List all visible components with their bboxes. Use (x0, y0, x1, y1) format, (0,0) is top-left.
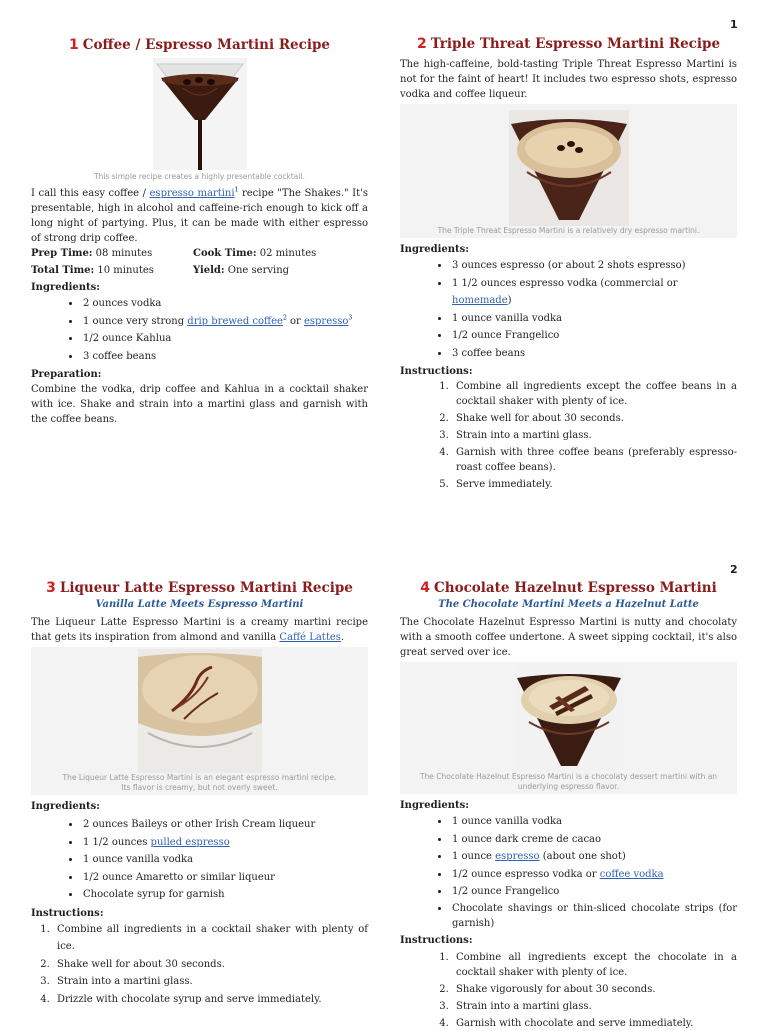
liqueur-latte-martini-photo (138, 649, 262, 773)
recipe-3-intro (31, 615, 368, 645)
item-text: 1/2 ounce espresso vodka or (452, 868, 600, 880)
recipe-4-figure (400, 662, 737, 794)
recipe-3-caption-line-1: The Liqueur Latte Espresso Martini is an elegant espresso martini recipe. (62, 773, 337, 782)
footnote-1: 1 (234, 186, 239, 194)
recipe-2-ingredients (400, 257, 737, 362)
ingredients-heading: Ingredients: (31, 282, 100, 293)
item-text: 1 ounce very strong (83, 315, 188, 327)
homemade-link[interactable]: homemade (452, 295, 508, 306)
recipe-4-title (400, 579, 737, 597)
recipe-number: 3 (46, 580, 56, 596)
yield-value: One serving (224, 265, 290, 276)
list-item: • 1/2 ounce Frangelico (450, 327, 737, 345)
intro-text-continued: recipe "The Shakes." It's presentable, high in alcohol and caffeine-rich enough to kick off a long night of partying. Plus, it can be made with either espresso of strong drip coffee. (31, 188, 368, 244)
list-item (81, 834, 368, 852)
item-text: or (286, 315, 304, 327)
recipe-1 (31, 36, 368, 427)
total-time (31, 263, 193, 278)
list-item (450, 848, 737, 866)
recipe-1-caption: This simple recipe creates a highly presentable cocktail. (94, 172, 305, 181)
list-item: 1. Combine all ingredients in a cocktail shaker with plenty of ice. (53, 921, 368, 956)
page-number-1: 1 (730, 18, 738, 31)
caffe-lattes-link[interactable]: Caffé Lattes (279, 632, 341, 643)
footnote-2: 2 (282, 314, 287, 322)
preparation-heading: Preparation: (31, 369, 102, 380)
list-item: • 3 coffee beans (81, 348, 368, 366)
list-item: 3. Strain into a martini glass. (452, 428, 737, 443)
list-item: 4. Drizzle with chocolate syrup and serve immediately. (53, 991, 368, 1009)
recipe-4 (400, 579, 737, 1031)
list-item: 4. Garnish with three coffee beans (preferably espresso-roast coffee beans). (452, 445, 737, 475)
recipe-3-subtitle: Vanilla Latte Meets Espresso Martini (95, 599, 304, 610)
cook-time (193, 246, 355, 261)
recipe-2-caption: The Triple Threat Espresso Martini is a relatively dry espresso martini. (437, 226, 700, 235)
list-item: • 1 ounce vanilla vodka (450, 310, 737, 328)
recipe-1-times-row-1 (31, 246, 368, 261)
instructions-heading: Instructions: (31, 907, 104, 919)
instructions-heading: Instructions: (400, 366, 473, 377)
title-text: Coffee / Espresso Martini Recipe (82, 37, 331, 53)
cook-time-value: 02 minutes (256, 248, 317, 259)
recipe-2-instructions (400, 379, 737, 492)
triple-threat-martini-photo (509, 110, 629, 226)
yield (193, 263, 355, 278)
recipe-number: 2 (416, 36, 427, 52)
recipe-2-figure (400, 104, 737, 238)
coffee-vodka-link[interactable]: coffee vodka (599, 868, 664, 880)
recipe-1-ingredients (31, 295, 368, 365)
recipe-1-figure (31, 58, 368, 182)
list-item: • 2 ounces vodka (81, 295, 368, 313)
total-time-value: 10 minutes (94, 265, 154, 276)
drip-brewed-coffee-link[interactable]: drip brewed coffee (187, 315, 283, 327)
ingredients-heading: Ingredients: (31, 801, 100, 812)
recipe-4-subtitle: The Chocolate Martini Meets a Hazelnut Latte (438, 599, 699, 610)
footnote-3: 3 (348, 314, 353, 322)
recipe-4-ingredients (400, 813, 737, 931)
list-item: • Chocolate shavings or thin-sliced chocolate strips (for garnish) (450, 901, 737, 931)
recipe-2-intro: The high-caffeine, bold-tasting Triple Threat Espresso Martini is not for the faint of heart! It includes two espresso shots, espresso vodka and coffee liqueur. (400, 59, 737, 100)
instructions-heading: Instructions: (400, 934, 473, 946)
total-time-label: Total Time: (31, 265, 95, 276)
list-item: • 1 ounce vanilla vodka (450, 813, 737, 831)
yield-label: Yield: (193, 265, 225, 276)
recipe-4-intro: The Chocolate Hazelnut Espresso Martini is nutty and chocolaty with a smooth coffee undertone. A sweet sipping cocktail, it's also great served over ice. (400, 617, 737, 658)
recipe-2 (400, 35, 737, 492)
list-item: • 3 ounces espresso (or about 2 shots espresso) (450, 257, 737, 275)
espresso-martini-photo (153, 58, 247, 170)
recipe-3-caption-line-2: Its flavor is creamy, but not overly sweet. (121, 783, 278, 792)
list-item: 2. Shake well for about 30 seconds. (452, 411, 737, 426)
list-item: • 2 ounces Baileys or other Irish Cream liqueur (81, 816, 368, 834)
list-item: 4. Garnish with chocolate and serve immediately. (452, 1016, 737, 1031)
recipe-3-ingredients (31, 816, 368, 904)
recipe-number: 1 (68, 37, 79, 53)
list-item: • 1 ounce vanilla vodka (81, 851, 368, 869)
list-item: • 3 coffee beans (450, 345, 737, 363)
prep-time-label: Prep Time: (31, 248, 93, 259)
recipe-4-caption: The Chocolate Hazelnut Espresso Martini is a chocolaty dessert martini with an underlying espresso flavor. (419, 772, 718, 791)
intro-text: I call this easy coffee / (31, 188, 150, 199)
ingredients-heading: Ingredients: (400, 800, 469, 811)
list-item: 5. Serve immediately. (452, 477, 737, 492)
list-item: • Chocolate syrup for garnish (81, 886, 368, 904)
item-text: ) (507, 295, 512, 306)
list-item: • 1/2 ounce Frangelico (450, 883, 737, 901)
prep-time (31, 246, 193, 261)
recipe-1-times-row-2 (31, 263, 368, 278)
list-item: 2. Shake vigorously for about 30 seconds. (452, 982, 737, 997)
pulled-espresso-link[interactable]: pulled espresso (150, 836, 230, 848)
prep-time-value: 08 minutes (92, 248, 153, 259)
espresso-martini-link[interactable]: espresso martini (149, 188, 235, 199)
recipe-number: 4 (420, 580, 431, 596)
list-item: 1. Combine all ingredients except the coffee beans in a cocktail shaker with plenty of ice. (452, 379, 737, 409)
recipe-3-title (31, 579, 368, 597)
recipe-3 (31, 579, 368, 1008)
list-item: 3. Strain into a martini glass. (452, 999, 737, 1014)
list-item (450, 866, 737, 884)
chocolate-hazelnut-martini-photo (515, 666, 623, 772)
list-item: • 1/2 ounce Kahlua (81, 330, 368, 348)
recipe-3-instructions (31, 921, 368, 1009)
list-item: 2. Shake well for about 30 seconds. (53, 956, 368, 974)
title-text: Liqueur Latte Espresso Martini Recipe (59, 580, 353, 596)
intro-text-continued: . (340, 632, 345, 643)
item-text: (about one shot) (539, 851, 626, 862)
page-number-2: 2 (730, 563, 738, 576)
recipe-1-title (31, 36, 368, 54)
list-item (81, 313, 368, 331)
item-text: 1 1/2 ounces espresso vodka (commercial or (452, 277, 678, 289)
recipe-2-title (400, 35, 737, 53)
list-item: 3. Strain into a martini glass. (53, 973, 368, 991)
recipe-4-instructions (400, 950, 737, 1031)
list-item: • 1 ounce dark creme de cacao (450, 831, 737, 849)
cook-time-label: Cook Time: (193, 248, 257, 259)
title-text: Triple Threat Espresso Martini Recipe (430, 36, 721, 52)
title-text: Chocolate Hazelnut Espresso Martini (434, 580, 717, 596)
ingredients-heading: Ingredients: (400, 244, 469, 255)
list-item (450, 275, 737, 310)
list-item: 1. Combine all ingredients except the chocolate in a cocktail shaker with plenty of ice. (452, 950, 737, 980)
item-text: 1 1/2 ounces (83, 836, 151, 848)
recipe-1-intro (31, 186, 368, 246)
item-text: 1 ounce (452, 851, 496, 862)
list-item: • 1/2 ounce Amaretto or similar liqueur (81, 869, 368, 887)
espresso-link[interactable]: espresso (495, 851, 540, 862)
espresso-link[interactable]: espresso (303, 315, 349, 327)
intro-text: The Liqueur Latte Espresso Martini is a creamy martini recipe that gets its inspiration from almond and vanilla (31, 617, 368, 643)
recipe-3-figure (31, 647, 368, 795)
preparation-text: Combine the vodka, drip coffee and Kahlua in a cocktail shaker with ice. Shake and strain into a martini glass and garnish with the coffee beans. (31, 384, 368, 425)
